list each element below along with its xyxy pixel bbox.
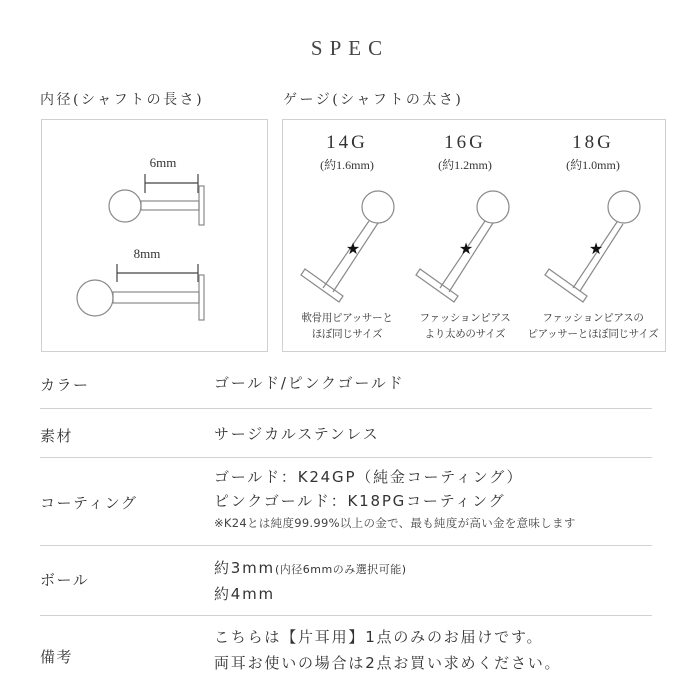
gauge-description: ファッションピアス より太めのサイズ — [419, 312, 511, 340]
spec-label: 素材 — [40, 427, 74, 445]
spec-label: カラー — [40, 376, 90, 394]
gauge-description: ファッションピアスの ピアッサーとほぼ同じサイズ — [527, 312, 659, 340]
inner-diameter-heading: 内径(シャフトの長さ) — [40, 92, 205, 108]
gauge-mm: (約1.0mm) — [566, 158, 620, 172]
svg-text:★: ★ — [458, 239, 474, 258]
gauge-name: 16G — [444, 132, 486, 153]
shaft-length-illustration — [42, 120, 269, 353]
gauge-18g — [527, 120, 659, 340]
gauge-panel — [282, 119, 666, 352]
gauge-mm: (約1.2mm) — [438, 158, 492, 172]
length-label-8mm: 8mm — [133, 246, 161, 261]
gauge-description: 軟骨用ピアッサーと ほぼ同じサイズ — [301, 312, 393, 340]
spec-value: ゴールド/ピンクゴールド — [214, 374, 405, 392]
length-label-6mm: 6mm — [149, 155, 177, 170]
spec-label: 備考 — [40, 648, 74, 666]
spec-value: ゴールド：K24GP（純金コーティング） ピンクゴールド：K18PGコーティング ※K24とは純度99.99%以上の金で、最も純度が高い金を意味します — [214, 465, 576, 533]
spec-label: コーティング — [40, 494, 138, 512]
gauge-16g — [401, 120, 529, 340]
spec-label: ボール — [40, 571, 90, 589]
spec-value: サージカルステンレス — [214, 425, 380, 443]
gauge-heading: ゲージ(シャフトの太さ) — [283, 92, 464, 108]
svg-text:★: ★ — [345, 239, 361, 258]
spec-row-color — [40, 362, 652, 409]
svg-text:★: ★ — [588, 239, 604, 258]
spec-row-remarks — [40, 616, 652, 700]
gauge-name: 18G — [572, 132, 614, 153]
gauge-mm: (約1.6mm) — [320, 158, 374, 172]
spec-value: 約3mm(内径6mmのみ選択可能) 約4mm — [214, 559, 407, 603]
gauge-name: 14G — [326, 132, 368, 153]
page-title: SPEC — [310, 36, 390, 60]
coating-note: ※K24とは純度99.99%以上の金で、最も純度が高い金を意味します — [214, 516, 576, 530]
inner-diameter-panel — [41, 119, 268, 352]
spec-row-coating — [40, 458, 652, 546]
gauge-14g — [283, 120, 411, 340]
spec-row-ball — [40, 546, 652, 616]
spec-value: こちらは【片耳用】1点のみのお届けです。 両耳お使いの場合は2点お買い求めください。 — [214, 628, 562, 672]
spec-row-material — [40, 409, 652, 458]
